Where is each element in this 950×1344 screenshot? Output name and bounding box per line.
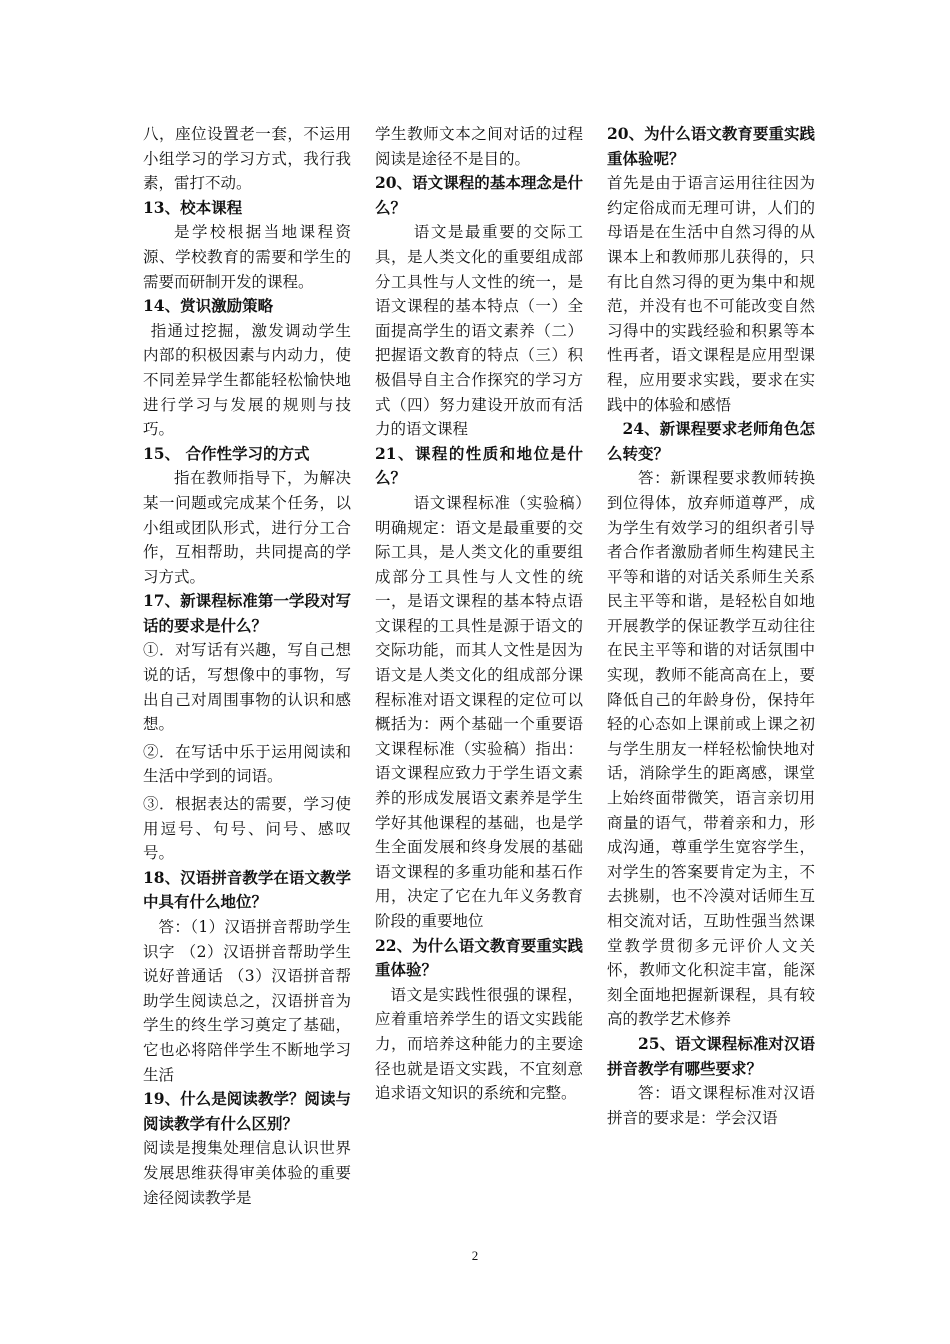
question-heading: 22、为什么语文教育要重实践重体验？ — [375, 935, 583, 980]
paragraph: 答：语文课程标准对汉语拼音的要求是：学会汉语 — [607, 1084, 815, 1127]
paragraph: 阅读是搜集处理信息认识世界发展思维获得审美体验的重要途径阅读教学是 — [143, 1139, 351, 1207]
question-heading: 18、汉语拼音教学在语文教学中具有什么地位？ — [143, 867, 351, 912]
paragraph: 首先是由于语言运用往往因为约定俗成而无理可讲，人们的母语是在生活中自然习得的从课本上和教师那儿获得的，只有比自然习得的更为集中和规范，并没有也不可能改变自然习得中的实践经验和积累等本性再者，语文课程是应用型课程，应用要求实践，要求在实践中的体验和感悟 — [607, 174, 815, 414]
paragraph: 语文是实践性很强的课程，应着重培养学生的语文实践能力，而培养这种能力的主要途径也就是语文实践，不宜刻意追求语文知识的系统和完整。 — [375, 985, 583, 1103]
question-heading: 17、新课程标准第一学段对写话的要求是什么？ — [143, 591, 351, 635]
question-heading: 21、课程的性质和地位是什么？ — [375, 443, 583, 488]
paragraph: 语文课程标准（实验稿）明确规定：语文是最重要的交际工具，是人类文化的重要组成部分工具性与人文性的统一，是语文课程的基本特点语文课程的工具性是源于语文的交际功能，而其人文性是因为语文是人类文化的组成部分课程标准对语文课程的定位可以概括为：两个基础一个重要语文课程标准（实验稿）指出：语文课程应致力于学生语文素养的形成发展语文素养是学生学好其他课程的基础，也是学生全面发展和终身发展的基础语文课程的多重功能和基石作用，决定了它在九年义务教育阶段的重要地位 — [375, 493, 583, 930]
question-heading: 20、语文课程的基本理念是什么？ — [375, 173, 583, 217]
paragraph: 学生教师文本之间对话的过程阅读是途径不是目的。 — [375, 125, 583, 168]
paragraph: 答：（1）汉语拼音帮助学生识字 （2）汉语拼音帮助学生说好普通话 （3）汉语拼音帮助学生阅读总之，汉语拼音为学生的终生学习奠定了基础，它也必将陪伴学生不断地学习生活 — [143, 918, 351, 1084]
text-column-2 — [375, 122, 583, 1106]
question-heading: 15、 合作性学习的方式 — [143, 443, 310, 463]
paragraph: 指通过挖掘，激发调动学生内部的积极因素与内动力，使不同差异学生都能轻松愉快地进行学习与发展的规则与技巧。 — [143, 321, 351, 439]
paragraph: ①．对写话有兴趣，写自己想说的话，写想像中的事物，写出自己对周围事物的认识和感想。 — [143, 641, 351, 734]
paragraph: 指在教师指导下，为解决某一问题或完成某个任务，以小组或团队形式，进行分工合作，互相帮助，共同提高的学习方式。 — [143, 469, 351, 586]
question-heading: 25、语文课程标准对汉语拼音教学有哪些要求？ — [607, 1033, 815, 1078]
paragraph: ②．在写话中乐于运用阅读和生活中学到的词语。 — [143, 742, 351, 786]
text-column-3 — [607, 122, 815, 1130]
paragraph: ③．根据表达的需要，学习使用逗号、句号、问号、感叹号。 — [143, 795, 351, 863]
paragraph: 答：新课程要求教师转换到位得体，放弃师道尊严，成为学生有效学习的组织者引导者合作者激励者师生构建民主平等和谐的对话关系师生关系民主平等和谐，是轻松自如地开展教学的保证教学互动往往在民主平等和谐的对话氛围中实现，教师不能高高在上，要降低自己的年龄身份，保持年轻的心态如上课前或上课之初与学生朋友一样轻松愉快地对话，消除学生的距离感，课堂上始终面带微笑，语言亲切用商量的语气，带着亲和力，形成沟通，尊重学生宽容学生，对学生的答案要肯定为主，不去挑剔，也不冷漠对话师生互相交流对话，互助性强当然课堂教学贯彻多元评价人文关怀，教师文化积淀丰富，能深刻全面地把握新课程，具有较高的教学艺术修养 — [607, 469, 815, 1029]
question-heading: 20、为什么语文教育要重实践重体验呢？ — [607, 124, 815, 168]
text-column-1 — [143, 122, 351, 1210]
paragraph: 语文是最重要的交际工具，是人类文化的重要组成部分工具性与人文性的统一，是语文课程的基本特点（一）全面提高学生的语文素养（二）把握语文教育的特点（三）积极倡导自主合作探究的学习方式（四）努力建设开放而有活力的语文课程 — [375, 223, 583, 439]
question-heading: 19、什么是阅读教学？阅读与阅读教学有什么区别？ — [143, 1089, 351, 1133]
page-number: 2 — [471, 1248, 479, 1263]
paragraph: 八，座位设置老一套，不运用小组学习的学习方式，我行我素，雷打不动。 — [143, 125, 351, 193]
question-heading: 24、新课程要求老师角色怎么转变？ — [607, 419, 815, 463]
paragraph: 是学校根据当地课程资源、学校教育的需要和学生的需要而研制开发的课程。 — [143, 223, 351, 291]
question-heading: 14、赏识激励策略 — [143, 296, 274, 316]
question-heading: 13、校本课程 — [143, 197, 243, 217]
